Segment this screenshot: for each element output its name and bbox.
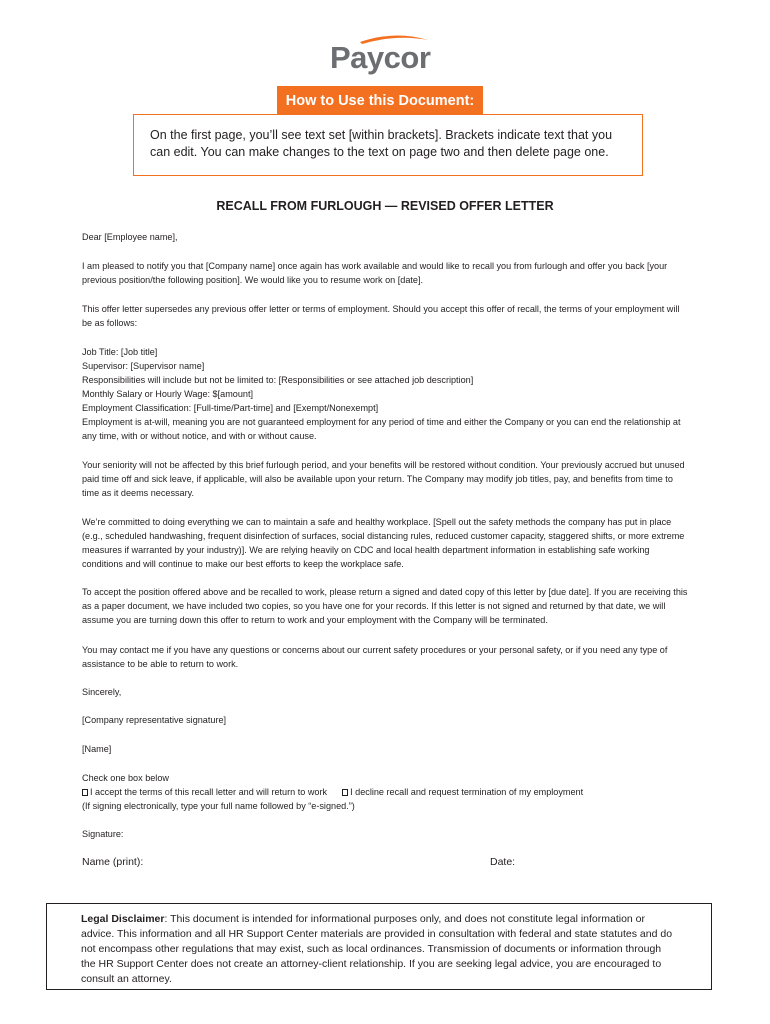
term-responsibilities: Responsibilities will include but not be limited to: [Responsibilities or see attached job description] — [82, 375, 474, 385]
accept-checkbox[interactable] — [82, 789, 88, 796]
how-to-use-box — [133, 114, 643, 176]
name-print-label: Name (print): — [82, 856, 144, 868]
date-label: Date: — [490, 856, 516, 868]
signature-label: Signature: — [82, 829, 124, 839]
term-supervisor: Supervisor: [Supervisor name] — [82, 361, 205, 371]
disclaimer-text: : This document is intended for informational purposes only, and does not constitute legal information or advice. This information and all HR Support Center materials are provided in consultation with federal and state statutes and do not encompass other regulations that may exist, such as local ordinances. Transmission of documents or information through the HR Support Center does not create an attorney-client relationship. If you are seeking legal advice, you are encouraged to consult an attorney. — [81, 913, 673, 985]
paragraph-supersedes: This offer letter supersedes any previous offer letter or terms of employment. Should you accept this offer of recall, the terms of your employment will be as follows: — [82, 304, 680, 328]
name-placeholder: [Name] — [82, 744, 112, 754]
logo-text: Paycor — [330, 40, 431, 75]
terms-list — [82, 345, 692, 443]
esign-note: (If signing electronically, type your full name followed by “e-signed.”) — [82, 801, 355, 811]
paragraph-accept: To accept the position offered above and be recalled to work, please return a signed and dated copy of this letter by [due date]. If you are receiving this as a paper document, we have included two copies, so you have one for your records. If this letter is not signed and returned by that date, we will assume you are turning down this offer to return to work and your employment with the Company will be terminated. — [82, 587, 688, 625]
signature-placeholder: [Company representative signature] — [82, 715, 227, 725]
term-classification: Employment Classification: [Full-time/Part-time] and [Exempt/Nonexempt] — [82, 403, 379, 413]
paycor-logo — [300, 32, 440, 76]
decline-option-label: I decline recall and request termination of my employment — [350, 787, 584, 797]
check-one-label: Check one box below — [82, 773, 169, 783]
accept-option-label: I accept the terms of this recall letter and will return to work — [90, 787, 328, 797]
how-to-use-heading: How to Use this Document: — [277, 86, 483, 115]
checkbox-row — [82, 785, 692, 799]
paragraph-safety: We’re committed to doing everything we can to maintain a safe and healthy workplace. [Spell out the safety methods the company has put in place (e.g., scheduled handwashing, frequent disinfection of surfaces, social distancing rules, reduced customer capacity, staggered shifts, or more extreme measures if warranted by your industry)]. We are relying heavily on CDC and local health department information in establishing safe working conditions and will continue to make our best efforts to keep the workplace safe. — [82, 517, 685, 569]
disclaimer-label: Legal Disclaimer — [81, 913, 165, 925]
legal-disclaimer-box — [46, 903, 712, 990]
paragraph-seniority: Your seniority will not be affected by this brief furlough period, and your benefits will be restored without condition. Your previously accrued but unused paid time off and sick leave, if applicable, will also be available upon your return. The Company may modify job titles, pay, and benefits from time to time as it deems necessary. — [82, 460, 685, 498]
decline-checkbox[interactable] — [342, 789, 348, 796]
greeting: Dear [Employee name], — [82, 232, 178, 242]
how-to-use-text: On the first page, you’ll see text set [within brackets]. Brackets indicate text that you can edit. You can make changes to the text on page two and then delete page one. — [150, 128, 613, 159]
term-job-title: Job Title: [Job title] — [82, 347, 158, 357]
letter-title: RECALL FROM FURLOUGH — REVISED OFFER LETTER — [216, 199, 554, 213]
term-at-will: Employment is at-will, meaning you are not guaranteed employment for any period of time and either the Company or you can end the relationship at any time, with or without notice, and with or without cause. — [82, 417, 681, 441]
closing: Sincerely, — [82, 687, 122, 697]
term-wage: Monthly Salary or Hourly Wage: $[amount] — [82, 389, 254, 399]
paragraph-intro: I am pleased to notify you that [Company name] once again has work available and would like to recall you from furlough and offer you back [your previous position/the following position]. We would like you to resume work on [date]. — [82, 261, 668, 285]
paragraph-contact: You may contact me if you have any questions or concerns about our current safety procedures or your personal safety, or if you need any type of assistance to be able to return to work. — [82, 645, 668, 669]
